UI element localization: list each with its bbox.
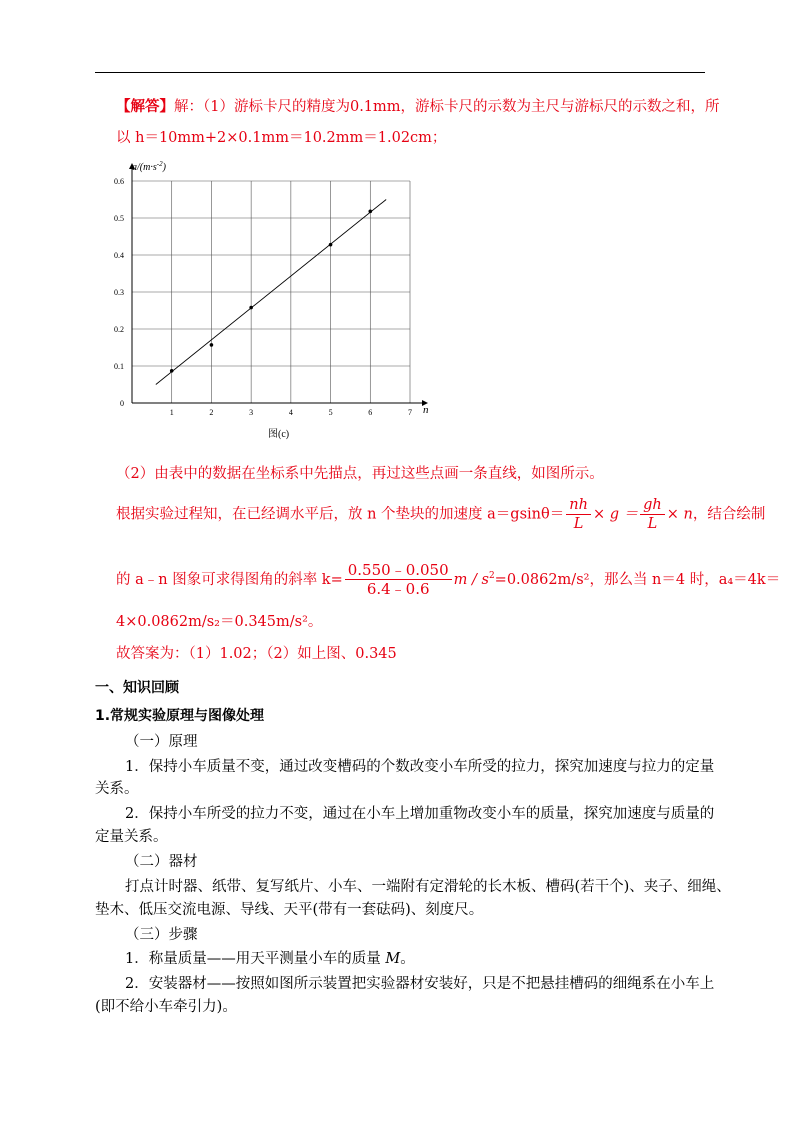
data-point-1 [170, 369, 174, 373]
times-n: × n [666, 506, 693, 523]
part2-line-3-post: =0.0862m/s²，那么当 n＝4 时，a₄＝4k＝ [494, 571, 781, 588]
part2-line-2-post: ，结合绘制 [692, 506, 766, 523]
x-tick-label-7: 7 [408, 408, 412, 417]
data-point-4 [329, 243, 333, 247]
y-tick-label-3: 0.3 [114, 288, 124, 297]
slope-unit-sup: 2 [488, 571, 495, 581]
steps-heading: （三）步骤 [125, 927, 198, 943]
chart [110, 155, 440, 445]
fraction-gh-over-L: $\frac{gh}{L}$ [640, 496, 665, 533]
fraction-nh-over-L: $\frac{nh}{L}$ [566, 496, 591, 533]
answer-line-2: 以 h＝10mm+2×0.1mm＝10.2mm＝1.02cm； [116, 130, 447, 146]
y-tick-label-5: 0.5 [114, 214, 124, 223]
x-tick-label-4: 4 [288, 408, 293, 417]
slope-unit: m / s [453, 571, 489, 588]
x-tick-label-3: 3 [249, 408, 254, 417]
x-tick-label-1: 1 [169, 408, 174, 417]
y-tick-label-2: 0.2 [114, 325, 124, 334]
part2-line-4: 4×0.0862m/s₂＝0.345m/s²。 [116, 614, 323, 630]
answer-line-1 [116, 97, 720, 117]
header-rule [95, 72, 705, 73]
part2-line-2 [116, 496, 765, 533]
x-tick-label-5: 5 [328, 408, 333, 417]
equipment-heading: （二）器材 [125, 854, 198, 870]
section-subtitle: 1.常规实验原理与图像处理 [95, 708, 265, 724]
step-2-line-2: (即不给小车牵引力)。 [95, 999, 237, 1015]
data-point-5 [368, 210, 372, 214]
y-tick-label-1: 0.1 [114, 362, 124, 371]
part2-line-3-pre: 的 a﹣n 图象可求得图角的斜率 k= [116, 571, 343, 588]
chart-points [170, 210, 372, 373]
principle-1-line-2: 关系。 [95, 781, 139, 797]
data-point-3 [249, 306, 253, 310]
y-tick-label-6: 0.6 [114, 177, 124, 186]
chart-ylabel: $a/(m\cdot s^{-2})$ [132, 160, 166, 173]
final-answer: 故答案为：（1）1.02；（2）如上图、0.345 [116, 646, 397, 662]
data-point-2 [210, 343, 214, 347]
principle-1-line-1: 1．保持小车质量不变，通过改变槽码的个数改变小车所受的拉力，探究加速度与拉力的定量 [125, 759, 715, 775]
part2-line-3 [116, 558, 780, 598]
equipment-line-2: 垫木、低压交流电源、导线、天平(带有一套砝码)、刻度尺。 [95, 902, 484, 918]
answer-tag: 【解答】 [116, 98, 174, 115]
fraction-slope: $\frac{0.550﹣0.050}{6.4﹣0.6}$ [345, 561, 452, 598]
x-tick-label-6: 6 [368, 408, 373, 417]
part2-line-1: （2）由表中的数据在坐标系中先描点，再过这些点画一条直线，如图所示。 [116, 466, 604, 482]
chart-caption: 图(c) [268, 429, 290, 440]
chart-xlabel: n [423, 404, 429, 416]
equipment-line-1: 打点计时器、纸带、复写纸片、小车、一端附有定滑轮的长木板、槽码(若干个)、夹子、细绳、 [125, 879, 731, 895]
step-1: 1．称量质量——用天平测量小车的质量 M。 [125, 951, 415, 967]
part2-line-2-pre: 根据实验过程知，在已经调水平后，放 n 个垫块的加速度 a＝gsinθ＝ [116, 506, 565, 523]
section-title: 一、知识回顾 [95, 680, 179, 696]
chart-ticks [114, 177, 412, 417]
y-tick-label-4: 0.4 [114, 251, 124, 260]
answer-intro: 解：（1）游标卡尺的精度为0.1mm，游标卡尺的示数为主尺与游标尺的示数之和，所 [174, 99, 720, 115]
times-g: × g ＝ [592, 506, 639, 523]
step-2-line-1: 2．安装器材——按照如图所示装置把实验器材安装好，只是不把悬挂槽码的细绳系在小车上 [125, 976, 715, 992]
principle-2-line-2: 定量关系。 [95, 829, 168, 845]
y-tick-label-0: 0 [120, 399, 124, 408]
principle-heading: （一）原理 [125, 734, 198, 750]
principle-2-line-1: 2．保持小车所受的拉力不变，通过在小车上增加重物改变小车的质量，探究加速度与质量的 [125, 806, 715, 822]
x-tick-label-2: 2 [209, 408, 214, 417]
